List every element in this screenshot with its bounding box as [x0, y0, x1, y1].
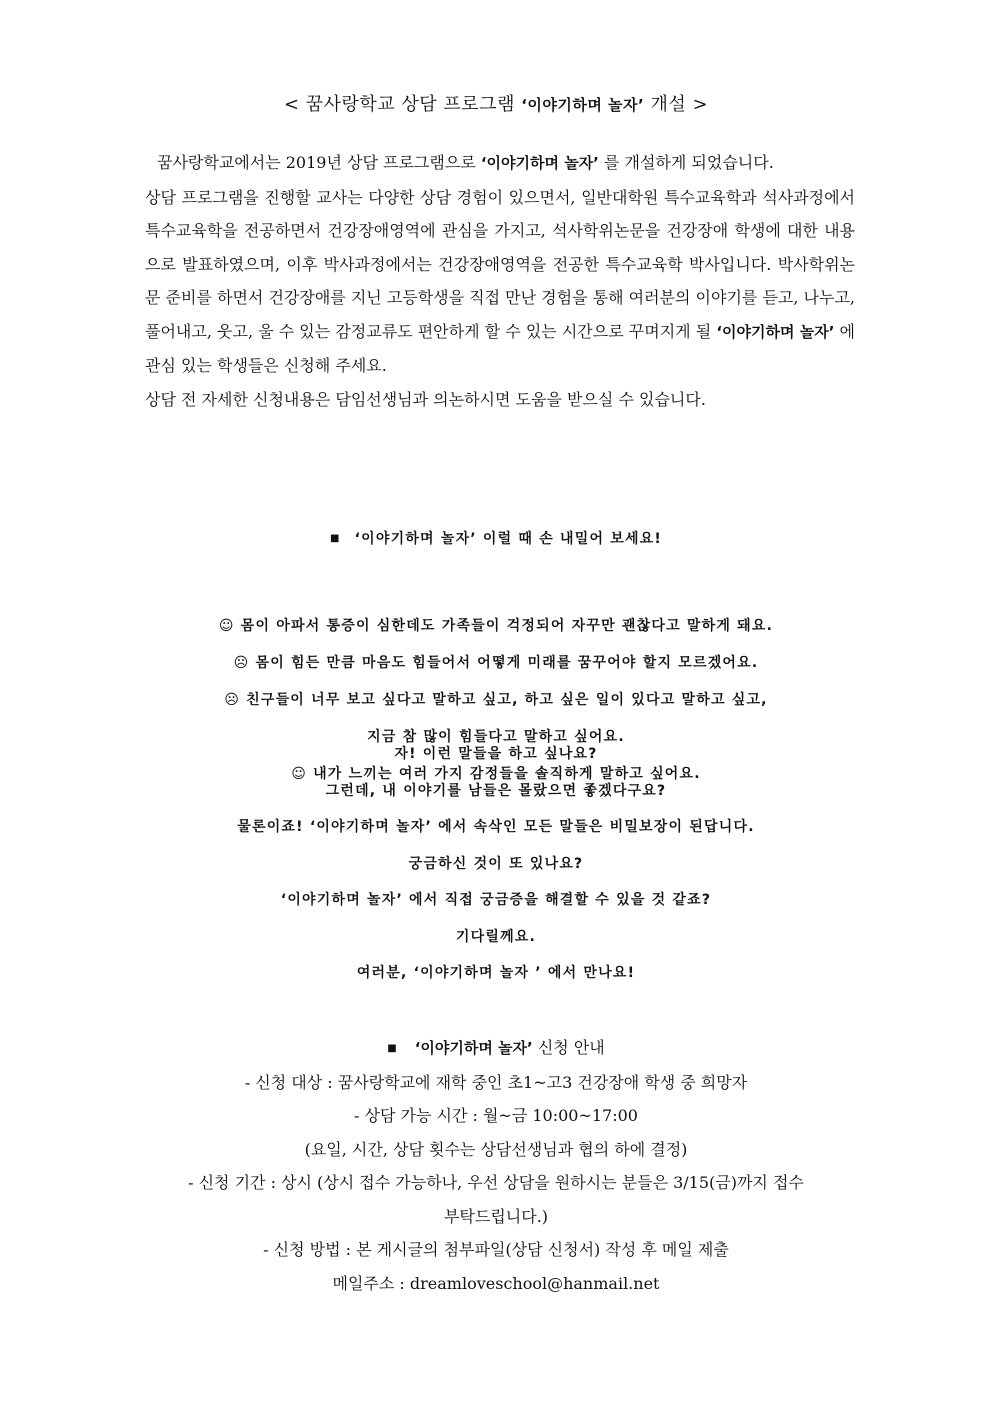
program-name: ‘이야기하며 놀자’	[414, 1039, 533, 1057]
application-guide-section	[0, 1031, 992, 1300]
talk-line: 기다릴께요.	[455, 928, 537, 945]
guide-email: 메일주소 : dreamloveschool@hanmail.net	[332, 1273, 660, 1293]
title-program-name: ‘이야기하며 놀자’	[521, 96, 645, 114]
talk-line: 여러분, ‘이야기하며 놀자 ’ 에서 만나요!	[356, 965, 636, 981]
program-name: ‘이야기하며 놀자’	[716, 322, 835, 341]
intro-text: 에 관심 있는 학생들은 신청해 주세요.	[145, 321, 855, 375]
square-bullet-icon: ■	[387, 1043, 397, 1054]
guide-hours: - 상담 가능 시간 : 월~금 10:00~17:00	[354, 1106, 638, 1125]
guide-period-cont: 부탁드립니다.)	[443, 1206, 549, 1226]
talk-line: 궁금하신 것이 또 있나요?	[408, 855, 584, 872]
situation-item: ☹ 몸이 힘든 만큼 마음도 힘들어서 어떻게 미래를 꿈꾸어야 할지 모르겠어요.	[233, 655, 759, 671]
intro-paragraph-3: 상담 전 자세한 신청내용은 담임선생님과 의논하시면 도움을 받으실 수 있습니다.	[145, 389, 706, 409]
square-bullet-icon: ■	[329, 533, 341, 544]
situation-item: ☹ 친구들이 너무 보고 싶다고 말하고 싶고, 하고 싶은 일이 있다고 말하고 싶고,	[224, 692, 768, 708]
intro-text: 꿈사랑학교에서는 2019년 상담 프로그램으로	[157, 153, 481, 172]
talk-line: ‘이야기하며 놀자’ 에서 직접 궁금증을 해결할 수 있을 것 같죠?	[280, 892, 712, 908]
situation-item: ☺ 몸이 아파서 통증이 심한데도 가족들이 걱정되어 자꾸만 괜찮다고 말하게 돼요.	[218, 618, 774, 634]
situation-item: 지금 참 많이 힘들다고 말하고 싶어요.	[367, 729, 625, 745]
page-title	[0, 90, 992, 116]
title-prefix: < 꿈사랑학교 상담 프로그램	[283, 94, 522, 115]
intro-text: 상담 프로그램을 진행할 교사는 다양한 상담 경험이 있으면서, 일반대학원 특수교육학과 석사과정에서 특수교육학을 전공하면서 건강장애영역에 관심을 가지고, 석사학위논문을 건강장애 학생에 대한 내용으로 발표하였으며, 이후 박사과정에서는 건강장애영역을 전공한 특수교육학 박사입니다. 박사학위논문 준비를 하면서 건강장애를 지닌 고등학생을 직접 만난 경험을 통해 여러분의 이야기를 듣고, 나누고, 풀어내고, 웃고, 울 수 있는 감정교류도 편안하게 할 수 있는 시간으로 꾸며지게 될	[145, 187, 855, 341]
guide-hours-note: (요일, 시간, 상담 횟수는 상담선생님과 협의 하에 결정)	[304, 1139, 688, 1159]
intro-paragraph-1	[145, 146, 855, 181]
talk-line: 자! 이런 말들을 하고 싶나요?	[394, 746, 598, 762]
situations-heading	[0, 520, 992, 558]
guide-method: - 신청 방법 : 본 게시글의 첨부파일(상담 신청서) 작성 후 메일 제출	[263, 1240, 729, 1259]
talk-line: 물론이죠! ‘이야기하며 놀자’ 에서 속삭인 모든 말들은 비밀보장이 된답니다.	[237, 819, 755, 835]
program-name: ‘이야기하며 놀자’	[480, 154, 599, 172]
guide-period: - 신청 기간 : 상시 (상시 접수 가능하나, 우선 상담을 원하시는 분들은 3/15(금)까지 접수	[188, 1173, 804, 1192]
talk-line: 그런데, 내 이야기를 남들은 몰랐으면 좋겠다구요?	[325, 782, 667, 799]
intro-paragraph-2	[145, 181, 855, 383]
guide-heading	[0, 1031, 992, 1066]
guide-target: - 신청 대상 : 꿈사랑학교에 재학 중인 초1~고3 건강장애 학생 중 희망자	[244, 1072, 748, 1092]
guide-heading-text: 신청 안내	[532, 1038, 605, 1057]
title-suffix: 개설 >	[644, 94, 709, 115]
situation-item: ☺ 내가 느끼는 여러 가지 감정들을 솔직하게 말하고 싶어요.	[291, 766, 701, 782]
talk-section	[0, 736, 992, 992]
intro-text: 를 개설하게 되었습니다.	[598, 153, 774, 172]
situations-heading-text: ‘이야기하며 놀자’ 이럴 때 손 내밀어 보세요!	[354, 531, 663, 547]
intro-section	[145, 146, 855, 416]
